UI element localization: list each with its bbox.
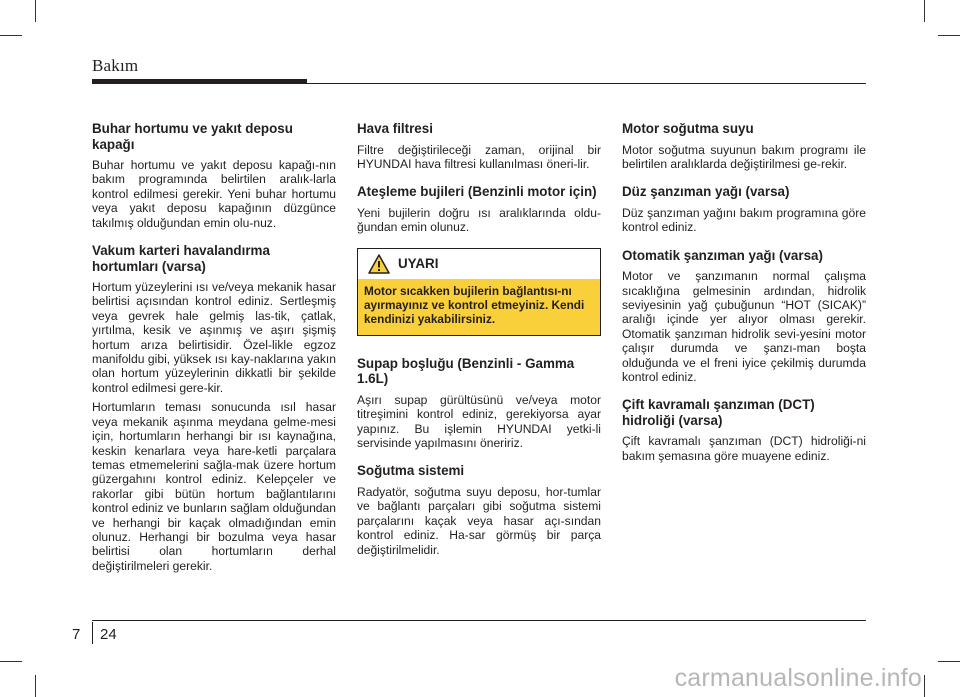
page-header-title: Bakım [92, 56, 139, 75]
column-right [622, 121, 866, 476]
section-paragraph: Motor ve şanzımanın normal çalışma sıcaklığına gelmesinin ardından, hidrolik seviyesinin yağ çubuğunun “HOT (SICAK)” aralığı içinde yer alıyor olması gerekir. Otomatik şanzıman hidrolik sevi-yesini motor çalışır durumda ve şanzı-man boşta olduğunda ve el freni iyice çekilmiş durumda kontrol ediniz. [622, 269, 866, 384]
warning-box [357, 248, 601, 336]
section-heading: Soğutma sistemi [357, 463, 465, 479]
crop-mark [924, 675, 925, 697]
section-vakum-karteri [92, 243, 336, 573]
section-heading: Motor soğutma suyu [622, 121, 754, 136]
warning-title: UYARI [398, 256, 439, 272]
section-dct-hidroligi [622, 397, 866, 463]
section-atesleme-bujileri [357, 184, 601, 234]
section-paragraph: Hortumların teması sonucunda ısıl hasar veya mekanik aşınma meydana gelme-mesi için, hortumların herhangi bir ısı kaynağına, keskin kenarlara veya hare-ketli parçalara temas etmemelerini sağla-mak üzere hortum güzergahını kontrol ediniz. Kelepçeler ve rakorlar gibi bütün hortum bağlantılarını kontrol ediniz ve bunların sağlam olduğundan ve herhangi bir kaçak olmadığından emin olunuz. Herhangi bir bozulma veya hasar belirtisi olan hortumların derhal değiştirilmeleri gerekir. [92, 400, 336, 573]
warning-triangle-icon [368, 254, 390, 274]
section-heading: Hava filtresi [357, 121, 433, 136]
section-paragraph: Hortum yüzeylerini ısı ve/veya mekanik hasar belirtisi açısından kontrol ediniz. Sertleşmiş veya gevrek hale gelmiş las-tik, çatlak, yırtılma, kesik ve aşınmış ve aşırı şişmiş hortum arıza belirtisidir. Özel-likle egzoz manifoldu gibi, yüksek ısı kay-naklarına yakın olan hortum yüzeylerinin dikkatli bir şekilde kontrol edilmesi gere-kir. [92, 280, 336, 395]
section-heading: Supap boşluğu (Benzinli - Gamma 1.6L) [357, 355, 575, 387]
header-rule [92, 83, 866, 84]
section-supap-boslugu [357, 356, 601, 451]
section-sogutma-sistemi [357, 463, 601, 557]
section-paragraph: Aşırı supap gürültüsünü ve/veya motor titreşimini kontrol ediniz, gerekiyorsa ayar yapınız. Bu işlemin HYUNDAI yetki-li servisinde yapılmasını öneririz. [357, 392, 601, 451]
column-middle [357, 121, 601, 570]
section-heading: Düz şanzıman yağı (varsa) [622, 184, 790, 200]
section-heading: Otomatik şanzıman yağı (varsa) [622, 247, 823, 263]
warning-text: Motor sıcakken bujilerin bağlantısı-nı ayırmayınız ve kontrol etmeyiniz. Kendi kendinizi yakabilirsiniz. [358, 279, 600, 335]
section-paragraph: Çift kavramalı şanzıman (DCT) hidroliği-ni bakım şemasına göre muayene ediniz. [622, 434, 866, 463]
section-hava-filtresi [357, 121, 601, 171]
section-motor-sogutma-suyu [622, 121, 866, 171]
section-paragraph: Düz şanzıman yağını bakım programına göre kontrol ediniz. [622, 205, 866, 235]
watermark: carmanualsonline.info [674, 664, 922, 692]
crop-mark [35, 675, 36, 697]
crop-mark [0, 661, 22, 662]
section-paragraph: Motor soğutma suyunun bakım programı ile belirtilen aralıklarda değiştirilmesi ge-rekir. [622, 142, 866, 171]
crop-mark [938, 35, 960, 36]
crop-mark [0, 35, 22, 36]
crop-mark [35, 0, 36, 22]
crop-mark [938, 661, 960, 662]
crop-mark [924, 0, 925, 22]
column-left [92, 121, 336, 586]
section-paragraph: Yeni bujilerin doğru ısı aralıklarında oldu-ğundan emin olunuz. [357, 205, 601, 235]
section-paragraph: Buhar hortumu ve yakıt deposu kapağı-nın bakım programında belirtilen aralık-larla kontrol edilmesi gerekir. Yeni buhar hortumu veya yakıt deposu kapağının düzgünce takılmış olduğundan emin olu-nuz. [92, 158, 336, 230]
section-heading: Çift kavramalı şanzıman (DCT) hidroliği (varsa) [622, 397, 815, 428]
section-heading: Buhar hortumu ve yakıt deposu kapağı [92, 121, 293, 152]
section-otomatik-sanziman-yagi [622, 248, 866, 385]
section-heading: Ateşleme bujileri (Benzinli motor için) [357, 184, 597, 200]
section-paragraph: Filtre değiştirileceği zaman, orijinal bir HYUNDAI hava filtresi kullanılması öneri-lir. [357, 142, 601, 171]
warning-header [358, 249, 600, 279]
page-number-divider [92, 622, 93, 644]
section-buhar-hortumu [92, 121, 336, 230]
section-heading: Vakum karteri havalandırma hortumları (varsa) [92, 243, 270, 274]
page-number: 24 [100, 626, 117, 643]
section-paragraph: Radyatör, soğutma suyu deposu, hor-tumlar ve bağlantı parçaları gibi soğutma sistemi parçalarını kaçak veya hasar açı-sından kontrol ediniz. Ha-sar görmüş bir parça değiştirilmelidir. [357, 484, 601, 557]
chapter-number: 7 [72, 626, 81, 643]
section-duz-sanziman-yagi [622, 184, 866, 234]
footer-rule [92, 620, 866, 621]
